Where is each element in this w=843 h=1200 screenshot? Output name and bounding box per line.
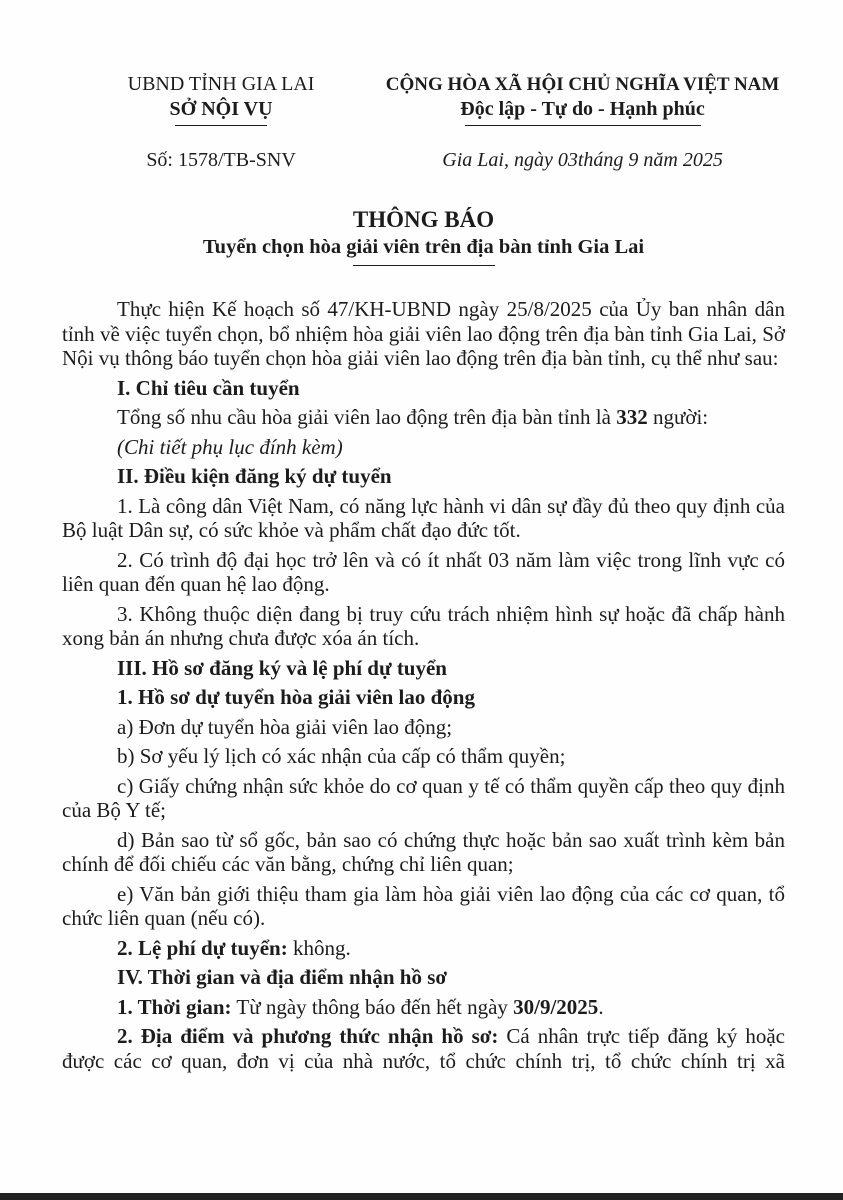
fee-label: 2. Lệ phí dự tuyển: — [117, 935, 288, 960]
dossier-item-a: a) Đơn dự tuyển hòa giải viên lao động; — [117, 714, 453, 739]
dossier-item-d: d) Bản sao từ sổ gốc, bản sao có chứng thực hoặc bản sao xuất trình kèm bản chính để đối chiếu các văn bằng, chứng chỉ liên quan; — [62, 827, 785, 876]
section-1-heading: I. Chỉ tiêu cần tuyển — [117, 375, 300, 400]
quota-paragraph — [62, 405, 785, 430]
fee-value: không. — [287, 935, 351, 960]
document-header — [62, 72, 785, 126]
place-paragraph — [62, 1024, 785, 1073]
document-number-label: Số: — [146, 149, 173, 171]
intro-paragraph: Thực hiện Kế hoạch số 47/KH-UBND ngày 25/8/2025 của Ủy ban nhân dân tỉnh về việc tuyển chọn, bổ nhiệm hòa giải viên lao động trên địa bàn tỉnh Gia Lai, Sở Nội vụ thông báo tuyển chọn hòa giải viên lao động trên địa bàn tỉnh, cụ thể như sau: — [62, 297, 785, 370]
title-underline — [353, 265, 495, 266]
appendix-note: (Chi tiết phụ lục đính kèm) — [117, 434, 343, 459]
place-label: 2. Địa điểm và phương thức nhận hồ sơ: — [117, 1024, 499, 1048]
document-number-value: 1578/TB-SNV — [178, 149, 296, 171]
time-paragraph — [62, 995, 785, 1020]
quota-text: Tổng số nhu cầu hòa giải viên lao động trên địa bàn tỉnh là — [117, 405, 617, 429]
document-title: THÔNG BÁO — [352, 207, 495, 232]
section-3-sub-1-heading: 1. Hồ sơ dự tuyển hòa giải viên lao động — [117, 685, 475, 709]
dossier-item-b: b) Sơ yếu lý lịch có xác nhận của cấp có thẩm quyền; — [117, 744, 566, 768]
agency-name: SỞ NỘI VỤ — [169, 98, 273, 120]
scan-edge-artifact — [0, 1193, 843, 1200]
motto-underline — [465, 125, 701, 126]
document-body — [62, 297, 785, 1073]
place-text: Cá nhân trực tiếp đăng ký hoặc được các cơ quan, đơn vị của nhà nước, tổ chức chính trị, tổ chức chính trị xã — [62, 1024, 785, 1073]
condition-item-3: 3. Không thuộc diện đang bị truy cứu trách nhiệm hình sự hoặc đã chấp hành xong bản án nhưng chưa được xóa án tích. — [62, 601, 785, 650]
time-label: 1. Thời gian: — [117, 994, 232, 1019]
place-date-line: Gia Lai, ngày 03tháng 9 năm 2025 — [442, 149, 723, 171]
section-3-heading: III. Hồ sơ đăng ký và lệ phí dự tuyển — [117, 655, 447, 680]
condition-item-1: 1. Là công dân Việt Nam, có năng lực hành vi dân sự đầy đủ theo quy định của Bộ luật Dân sự, có sức khỏe và phẩm chất đạo đức tốt. — [62, 493, 785, 542]
fee-paragraph — [62, 936, 785, 961]
section-2-heading: II. Điều kiện đăng ký dự tuyển — [117, 464, 392, 488]
dossier-item-c: c) Giấy chứng nhận sức khỏe do cơ quan y tế có thẩm quyền cấp theo quy định của Bộ Y tế; — [62, 773, 785, 822]
number-date-row — [62, 149, 785, 172]
dossier-item-e: e) Văn bản giới thiệu tham gia làm hòa giải viên lao động của các cơ quan, tổ chức liên quan (nếu có). — [62, 881, 785, 930]
condition-item-2: 2. Có trình độ đại học trở lên và có ít nhất 03 năm làm việc trong lĩnh vực có liên quan đến quan hệ lao động. — [62, 547, 785, 596]
document-subtitle: Tuyển chọn hòa giải viên trên địa bàn tỉnh Gia Lai — [202, 236, 645, 258]
time-text: Từ ngày thông báo đến hết ngày — [231, 994, 514, 1019]
quota-text-end: người: — [647, 405, 709, 429]
title-block — [62, 205, 785, 266]
time-text-end: . — [598, 994, 604, 1019]
national-motto: Độc lập - Tự do - Hạnh phúc — [460, 98, 705, 120]
document-number — [62, 149, 380, 172]
time-deadline: 30/9/2025 — [513, 994, 599, 1019]
issuing-agency-block — [62, 72, 380, 126]
quota-number: 332 — [616, 405, 648, 429]
section-4-heading: IV. Thời gian và địa điểm nhận hồ sơ — [117, 965, 448, 989]
agency-parent-name: UBND TỈNH GIA LAI — [127, 73, 315, 95]
national-motto-block — [380, 72, 785, 126]
agency-underline — [175, 125, 267, 126]
national-title: CỘNG HÒA XÃ HỘI CHỦ NGHĨA VIỆT NAM — [385, 74, 780, 95]
